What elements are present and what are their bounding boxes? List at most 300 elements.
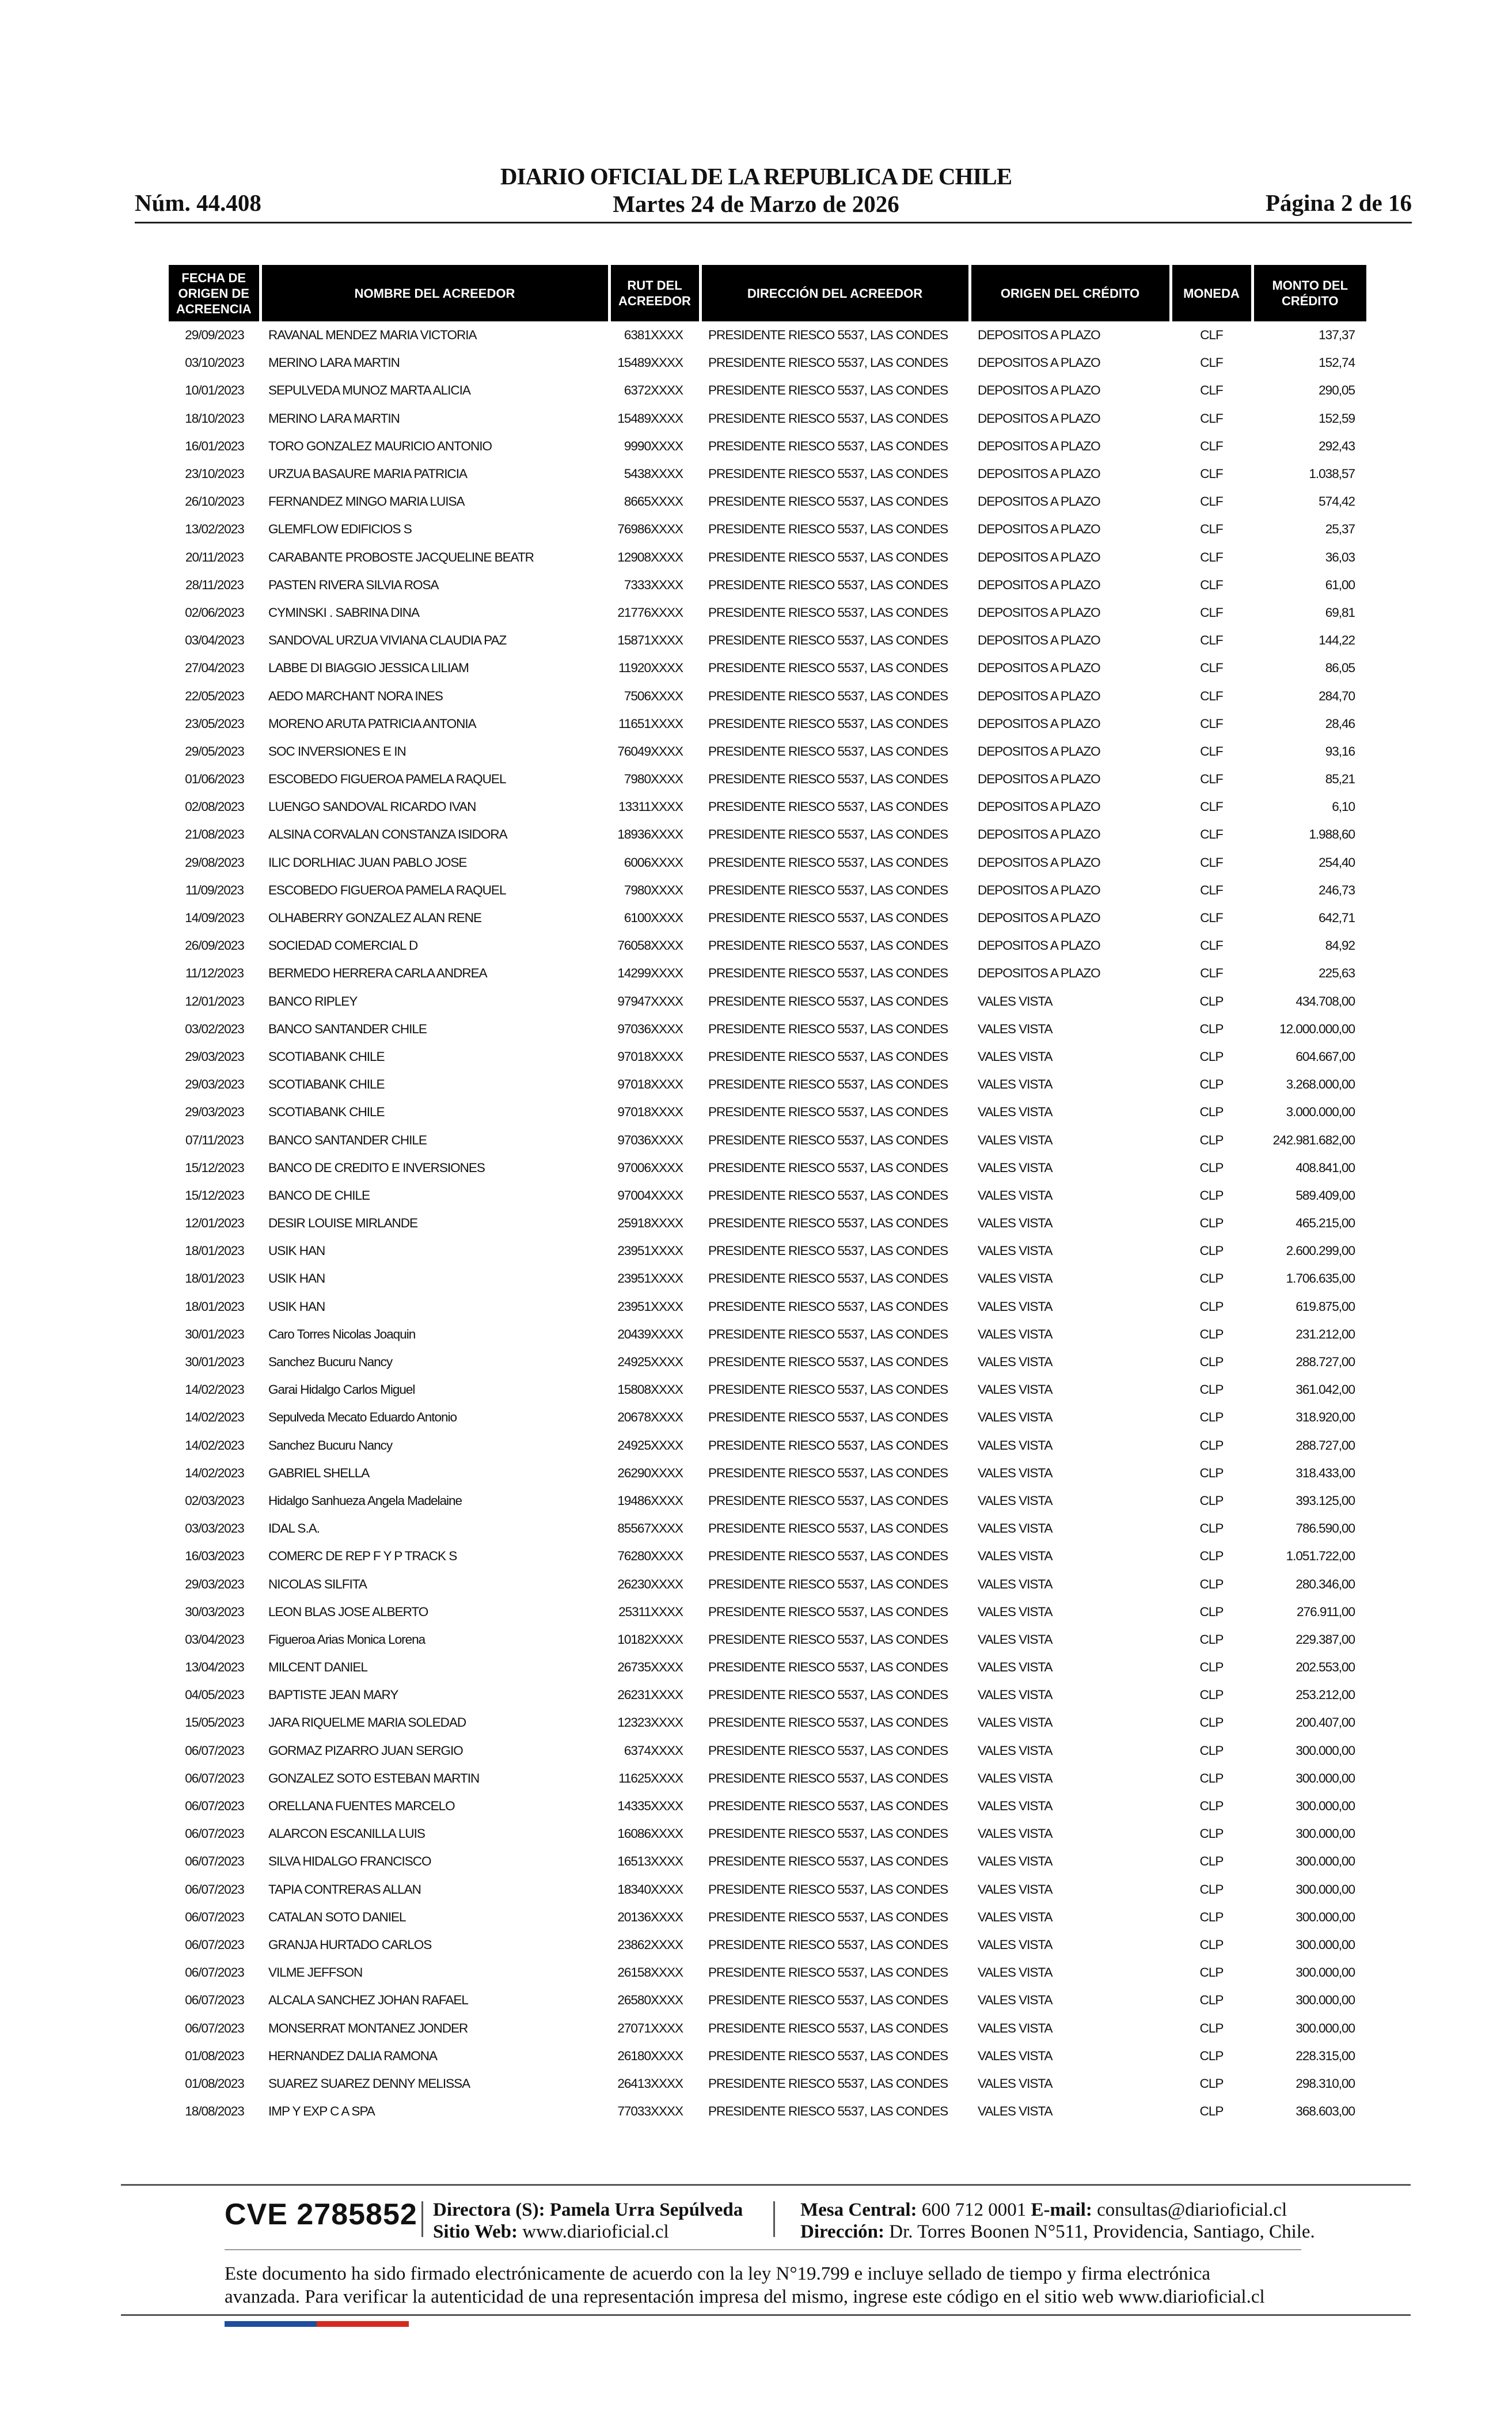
cell-rut: 6372XXXX [624,383,683,398]
cell-rut: 97018XXXX [617,1077,683,1092]
table-row [169,710,1366,738]
cell-amount: 1.988,60 [1309,827,1355,842]
cell-amount: 152,74 [1319,355,1355,370]
cell-amount: 229.387,00 [1296,1632,1355,1647]
cell-name: SOCIEDAD COMERCIAL D [268,938,418,953]
cell-name: IDAL S.A. [268,1521,320,1536]
cell-currency: CLF [1200,716,1223,731]
cell-origin: DEPOSITOS A PLAZO [978,355,1100,370]
cell-origin: VALES VISTA [978,1770,1053,1785]
cell-date: 14/02/2023 [185,1465,244,1480]
cell-rut: 16513XXXX [617,1854,683,1869]
table-row [169,515,1366,543]
cell-rut: 5438XXXX [624,467,683,481]
cell-amount: 85,21 [1325,772,1355,787]
cell-origin: VALES VISTA [978,2104,1053,2119]
cell-name: USIK HAN [268,1243,325,1258]
cell-name: ALARCON ESCANILLA LUIS [268,1826,425,1841]
cell-amount: 1.051.722,00 [1286,1549,1355,1564]
cell-date: 03/10/2023 [185,355,244,370]
cell-name: GRANJA HURTADO CARLOS [268,1937,432,1952]
cell-name: NICOLAS SILFITA [268,1576,367,1591]
cell-address: PRESIDENTE RIESCO 5537, LAS CONDES [708,1465,948,1480]
cell-origin: VALES VISTA [978,1576,1053,1591]
table-row [169,1404,1366,1431]
cell-rut: 23951XXXX [617,1299,683,1314]
cell-name: TORO GONZALEZ MAURICIO ANTONIO [268,438,492,453]
cell-amount: 246,73 [1319,882,1355,897]
cell-amount: 298.310,00 [1296,2076,1355,2091]
cell-name: URZUA BASAURE MARIA PATRICIA [268,467,467,481]
cell-currency: CLP [1199,1576,1224,1591]
cell-address: PRESIDENTE RIESCO 5537, LAS CONDES [708,1688,948,1703]
cell-address: PRESIDENTE RIESCO 5537, LAS CONDES [708,633,948,648]
col-header-origin: ORIGEN DEL CRÉDITO [970,265,1171,321]
cell-address: PRESIDENTE RIESCO 5537, LAS CONDES [708,1382,948,1397]
cell-origin: VALES VISTA [978,1410,1053,1425]
cell-address: PRESIDENTE RIESCO 5537, LAS CONDES [708,1438,948,1453]
table-row [169,1487,1366,1515]
cell-address: PRESIDENTE RIESCO 5537, LAS CONDES [708,1576,948,1591]
cell-name: ALCALA SANCHEZ JOHAN RAFAEL [268,1993,468,2008]
table-row [169,1931,1366,1959]
cell-rut: 26290XXXX [617,1465,683,1480]
table-row [169,932,1366,960]
cell-address: PRESIDENTE RIESCO 5537, LAS CONDES [708,549,948,564]
cell-rut: 97018XXXX [617,1105,683,1120]
cell-name: GLEMFLOW EDIFICIOS S [268,522,412,537]
table-row [169,1459,1366,1487]
cell-amount: 12.000.000,00 [1279,1021,1355,1036]
cell-amount: 300.000,00 [1296,1854,1355,1869]
cell-amount: 589.409,00 [1296,1188,1355,1203]
cell-origin: DEPOSITOS A PLAZO [978,882,1100,897]
cell-amount: 280.346,00 [1296,1576,1355,1591]
cell-name: BANCO DE CHILE [268,1188,370,1203]
cell-amount: 434.708,00 [1296,994,1355,1008]
cell-address: PRESIDENTE RIESCO 5537, LAS CONDES [708,1770,948,1785]
cell-amount: 1.706.635,00 [1286,1271,1355,1286]
table-row [169,821,1366,848]
cell-rut: 16086XXXX [617,1826,683,1841]
cell-name: BANCO DE CREDITO E INVERSIONES [268,1160,485,1175]
cell-amount: 25,37 [1325,522,1355,537]
cell-date: 07/11/2023 [185,1132,244,1147]
cell-date: 14/02/2023 [185,1438,244,1453]
cell-origin: DEPOSITOS A PLAZO [978,605,1100,620]
cell-address: PRESIDENTE RIESCO 5537, LAS CONDES [708,438,948,453]
cell-address: PRESIDENTE RIESCO 5537, LAS CONDES [708,1993,948,2008]
cell-origin: VALES VISTA [978,1021,1053,1036]
cell-rut: 7980XXXX [624,772,683,787]
cell-date: 10/01/2023 [185,383,244,398]
table-row [169,1959,1366,1986]
cell-name: Sanchez Bucuru Nancy [268,1438,393,1453]
cell-address: PRESIDENTE RIESCO 5537, LAS CONDES [708,467,948,481]
cell-address: PRESIDENTE RIESCO 5537, LAS CONDES [708,716,948,731]
cell-date: 26/09/2023 [185,938,244,953]
cell-name: OLHABERRY GONZALEZ ALAN RENE [268,911,482,926]
cell-rut: 12908XXXX [617,549,683,564]
cell-currency: CLF [1200,799,1223,814]
cell-rut: 11920XXXX [618,661,683,676]
cell-origin: DEPOSITOS A PLAZO [978,966,1100,981]
cell-date: 04/05/2023 [185,1688,244,1703]
cell-address: PRESIDENTE RIESCO 5537, LAS CONDES [708,2048,948,2063]
cell-amount: 3.000.000,00 [1286,1105,1355,1120]
cell-origin: VALES VISTA [978,1799,1053,1814]
cell-name: BANCO SANTANDER CHILE [268,1132,427,1147]
cell-date: 26/10/2023 [185,494,244,509]
table-row [169,599,1366,627]
table-row [169,793,1366,821]
cell-currency: CLP [1199,1965,1224,1980]
mesa-label: Mesa Central: [800,2200,917,2220]
cell-currency: CLP [1199,1993,1224,2008]
cell-date: 03/03/2023 [185,1521,244,1536]
cell-date: 16/01/2023 [185,438,244,453]
table-row [169,1182,1366,1210]
cell-name: AEDO MARCHANT NORA INES [268,688,443,703]
cell-amount: 288.727,00 [1296,1355,1355,1370]
cell-amount: 144,22 [1319,633,1355,648]
table-row [169,1820,1366,1848]
cell-origin: DEPOSITOS A PLAZO [978,716,1100,731]
cell-currency: CLP [1199,1521,1224,1536]
cell-name: ESCOBEDO FIGUEROA PAMELA RAQUEL [268,772,506,787]
cell-name: MILCENT DANIEL [268,1660,367,1675]
table-row [169,405,1366,433]
cell-rut: 77033XXXX [617,2104,683,2119]
cell-name: MERINO LARA MARTIN [268,411,400,426]
cell-currency: CLP [1199,1826,1224,1841]
col-header-currency: MONEDA [1171,265,1252,321]
cell-currency: CLP [1199,1160,1224,1175]
cell-name: IMP Y EXP C A SPA [268,2104,375,2119]
table-row [169,627,1366,654]
cell-address: PRESIDENTE RIESCO 5537, LAS CONDES [708,1160,948,1175]
table-row [169,904,1366,932]
cell-address: PRESIDENTE RIESCO 5537, LAS CONDES [708,1632,948,1647]
cell-origin: VALES VISTA [978,1216,1053,1231]
cell-origin: VALES VISTA [978,1243,1053,1258]
table-row [169,349,1366,377]
table-row [169,2070,1366,2098]
site-link[interactable]: www.diarioficial.cl [522,2221,669,2242]
cell-rut: 11625XXXX [618,1770,683,1785]
cell-address: PRESIDENTE RIESCO 5537, LAS CONDES [708,2104,948,2119]
cell-amount: 28,46 [1325,716,1355,731]
cell-amount: 318.433,00 [1296,1465,1355,1480]
cell-name: USIK HAN [268,1271,325,1286]
cell-origin: VALES VISTA [978,1355,1053,1370]
col-header-name: NOMBRE DEL ACREEDOR [260,265,609,321]
cell-amount: 86,05 [1325,661,1355,676]
cell-date: 30/01/2023 [185,1326,244,1341]
cell-amount: 300.000,00 [1296,2020,1355,2035]
cell-rut: 15489XXXX [617,411,683,426]
cell-origin: VALES VISTA [978,1160,1053,1175]
cell-origin: VALES VISTA [978,1882,1053,1897]
cell-amount: 284,70 [1319,688,1355,703]
cell-date: 21/08/2023 [185,827,244,842]
cell-amount: 292,43 [1319,438,1355,453]
cell-amount: 242.981.682,00 [1272,1132,1355,1147]
table-row [169,488,1366,515]
cell-date: 02/03/2023 [185,1493,244,1508]
cell-rut: 97036XXXX [617,1021,683,1036]
cell-origin: DEPOSITOS A PLAZO [978,411,1100,426]
table-row [169,1237,1366,1265]
table-row [169,1542,1366,1570]
cell-currency: CLP [1199,1909,1224,1924]
cell-origin: VALES VISTA [978,1188,1053,1203]
table-row [169,2042,1366,2070]
cell-amount: 300.000,00 [1296,1909,1355,1924]
cell-currency: CLF [1200,688,1223,703]
footer-separator [421,2201,423,2237]
cell-address: PRESIDENTE RIESCO 5537, LAS CONDES [708,1799,948,1814]
cell-address: PRESIDENTE RIESCO 5537, LAS CONDES [708,938,948,953]
cell-date: 06/07/2023 [185,1909,244,1924]
disclaimer-line-1: Este documento ha sido firmado electrónicamente de acuerdo con la ley N°19.799 e incluye sellado de tiempo y firma electrónica [225,2263,1211,2284]
cell-address: PRESIDENTE RIESCO 5537, LAS CONDES [708,1826,948,1841]
cell-amount: 1.038,57 [1309,467,1355,481]
cell-date: 29/09/2023 [185,328,244,343]
table-row [169,2098,1366,2125]
cell-date: 29/03/2023 [185,1049,244,1064]
cell-currency: CLP [1199,1049,1224,1064]
cell-address: PRESIDENTE RIESCO 5537, LAS CONDES [708,1715,948,1730]
cell-origin: DEPOSITOS A PLAZO [978,799,1100,814]
cell-name: JARA RIQUELME MARIA SOLEDAD [268,1715,466,1730]
cell-name: RAVANAL MENDEZ MARIA VICTORIA [268,328,477,343]
cell-origin: DEPOSITOS A PLAZO [978,494,1100,509]
cell-origin: DEPOSITOS A PLAZO [978,549,1100,564]
cell-date: 06/07/2023 [185,1743,244,1758]
cell-amount: 290,05 [1319,383,1355,398]
table-row [169,1626,1366,1654]
cell-currency: CLP [1199,1465,1224,1480]
cell-name: BANCO SANTANDER CHILE [268,1021,427,1036]
cell-address: PRESIDENTE RIESCO 5537, LAS CONDES [708,799,948,814]
cell-amount: 276.911,00 [1297,1604,1355,1619]
cell-date: 30/03/2023 [185,1604,244,1619]
table-row [169,1210,1366,1237]
masthead-date: Martes 24 de Marzo de 2026 [613,191,899,217]
col-header-rut: RUT DEL ACREEDOR [609,265,700,321]
table-row [169,433,1366,460]
cell-address: PRESIDENTE RIESCO 5537, LAS CONDES [708,1049,948,1064]
cell-rut: 15489XXXX [617,355,683,370]
cell-date: 15/05/2023 [185,1715,244,1730]
cell-origin: VALES VISTA [978,1132,1053,1147]
table-row [169,460,1366,488]
cell-rut: 76058XXXX [617,938,683,953]
cell-name: LUENGO SANDOVAL RICARDO IVAN [268,799,476,814]
cell-address: PRESIDENTE RIESCO 5537, LAS CONDES [708,1521,948,1536]
cell-currency: CLF [1200,522,1223,537]
cell-address: PRESIDENTE RIESCO 5537, LAS CONDES [708,1937,948,1952]
cell-rut: 26580XXXX [617,1993,683,2008]
table-row [169,1654,1366,1681]
cell-currency: CLP [1199,1355,1224,1370]
cell-rut: 97006XXXX [617,1160,683,1175]
cell-rut: 6381XXXX [624,328,683,343]
cell-address: PRESIDENTE RIESCO 5537, LAS CONDES [708,911,948,926]
footer-contact-block [800,2199,1315,2243]
cell-rut: 23951XXXX [617,1243,683,1258]
cell-amount: 642,71 [1319,911,1355,926]
cell-date: 29/03/2023 [185,1077,244,1092]
cell-rut: 7980XXXX [624,882,683,897]
col-header-amount: MONTO DEL CRÉDITO [1252,265,1366,321]
signature-disclaimer [225,2262,1399,2308]
cell-amount: 202.553,00 [1296,1660,1355,1675]
cell-currency: CLF [1200,661,1223,676]
cell-amount: 3.268.000,00 [1286,1077,1355,1092]
cell-currency: CLP [1199,1216,1224,1231]
cell-rut: 18936XXXX [617,827,683,842]
table-row [169,1376,1366,1404]
cell-name: CATALAN SOTO DANIEL [268,1909,406,1924]
cell-address: PRESIDENTE RIESCO 5537, LAS CONDES [708,1216,948,1231]
cell-origin: DEPOSITOS A PLAZO [978,438,1100,453]
table-row [169,1043,1366,1071]
cell-amount: 574,42 [1319,494,1355,509]
cell-date: 14/02/2023 [185,1410,244,1425]
cell-date: 13/04/2023 [185,1660,244,1675]
cell-date: 29/08/2023 [185,855,244,870]
cell-address: PRESIDENTE RIESCO 5537, LAS CONDES [708,1909,948,1924]
cell-rut: 24925XXXX [617,1438,683,1453]
cell-origin: VALES VISTA [978,1271,1053,1286]
cell-origin: VALES VISTA [978,1715,1053,1730]
cell-date: 30/01/2023 [185,1355,244,1370]
table-row [169,1709,1366,1736]
cell-address: PRESIDENTE RIESCO 5537, LAS CONDES [708,1882,948,1897]
cell-address: PRESIDENTE RIESCO 5537, LAS CONDES [708,772,948,787]
table-row [169,1598,1366,1626]
cell-rut: 12323XXXX [617,1715,683,1730]
cell-name: GONZALEZ SOTO ESTEBAN MARTIN [268,1770,480,1785]
table-row [169,1348,1366,1376]
table-row [169,1071,1366,1098]
table-row [169,1293,1366,1321]
cell-rut: 7506XXXX [624,688,683,703]
table-row [169,321,1366,349]
cell-address: PRESIDENTE RIESCO 5537, LAS CONDES [708,1132,948,1147]
cell-rut: 24925XXXX [617,1355,683,1370]
cell-currency: CLP [1199,1743,1224,1758]
table-row [169,765,1366,793]
cell-address: PRESIDENTE RIESCO 5537, LAS CONDES [708,1549,948,1564]
table-row [169,544,1366,571]
cell-name: SCOTIABANK CHILE [268,1049,385,1064]
cell-origin: VALES VISTA [978,1993,1053,2008]
cell-date: 29/05/2023 [185,744,244,759]
cell-rut: 19486XXXX [617,1493,683,1508]
cell-date: 27/04/2023 [185,661,244,676]
cell-rut: 21776XXXX [617,605,683,620]
cell-address: PRESIDENTE RIESCO 5537, LAS CONDES [708,1743,948,1758]
cell-amount: 228.315,00 [1296,2048,1355,2063]
cell-currency: CLF [1200,966,1223,981]
cell-origin: VALES VISTA [978,2048,1053,2063]
cell-date: 20/11/2023 [185,549,244,564]
cell-name: Sanchez Bucuru Nancy [268,1355,393,1370]
cell-currency: CLP [1199,1105,1224,1120]
director-label: Directora (S): [433,2200,545,2220]
cell-currency: CLP [1199,1438,1224,1453]
cell-amount: 786.590,00 [1296,1521,1355,1536]
cell-origin: DEPOSITOS A PLAZO [978,522,1100,537]
cell-currency: CLP [1199,1854,1224,1869]
cell-rut: 14335XXXX [617,1799,683,1814]
cell-amount: 6,10 [1332,799,1355,814]
cell-address: PRESIDENTE RIESCO 5537, LAS CONDES [708,855,948,870]
cell-rut: 9990XXXX [624,438,683,453]
cell-rut: 76986XXXX [617,522,683,537]
table-row [169,1154,1366,1182]
cell-name: LEON BLAS JOSE ALBERTO [268,1604,428,1619]
header-divider [135,222,1412,223]
cell-date: 28/11/2023 [185,577,244,592]
cell-amount: 69,81 [1325,605,1355,620]
cell-address: PRESIDENTE RIESCO 5537, LAS CONDES [708,1410,948,1425]
cell-rut: 97018XXXX [617,1049,683,1064]
cell-currency: CLP [1199,1299,1224,1314]
cell-date: 18/01/2023 [185,1243,244,1258]
cell-date: 29/03/2023 [185,1105,244,1120]
cell-origin: VALES VISTA [978,1105,1053,1120]
cell-name: Figueroa Arias Monica Lorena [268,1632,426,1647]
table-row [169,1986,1366,2014]
cell-origin: VALES VISTA [978,1688,1053,1703]
cell-rut: 76049XXXX [617,744,683,759]
cell-origin: DEPOSITOS A PLAZO [978,911,1100,926]
cell-date: 06/07/2023 [185,1799,244,1814]
cell-address: PRESIDENTE RIESCO 5537, LAS CONDES [708,1854,948,1869]
cell-rut: 76280XXXX [617,1549,683,1564]
cell-amount: 225,63 [1319,966,1355,981]
cell-rut: 6100XXXX [624,911,683,926]
cell-date: 16/03/2023 [185,1549,244,1564]
cell-currency: CLF [1200,494,1223,509]
cell-origin: VALES VISTA [978,1049,1053,1064]
cell-date: 06/07/2023 [185,2020,244,2035]
cell-name: CYMINSKI . SABRINA DINA [268,605,420,620]
cell-name: BERMEDO HERRERA CARLA ANDREA [268,966,487,981]
cell-currency: CLF [1200,855,1223,870]
cell-rut: 14299XXXX [617,966,683,981]
table-row [169,877,1366,904]
masthead-title: DIARIO OFICIAL DE LA REPUBLICA DE CHILE [500,163,1012,189]
cell-name: LABBE DI BIAGGIO JESSICA LILIAM [268,661,469,676]
cell-rut: 26158XXXX [617,1965,683,1980]
cell-currency: CLP [1199,2020,1224,2035]
cell-name: SCOTIABANK CHILE [268,1105,385,1120]
email-link[interactable]: consultas@diarioficial.cl [1097,2200,1287,2220]
cell-origin: DEPOSITOS A PLAZO [978,827,1100,842]
table-row [169,988,1366,1015]
cell-currency: CLF [1200,605,1223,620]
cell-origin: VALES VISTA [978,1826,1053,1841]
cell-name: BAPTISTE JEAN MARY [268,1688,398,1703]
table-row [169,738,1366,765]
cell-currency: CLF [1200,744,1223,759]
cell-date: 15/12/2023 [185,1160,244,1175]
